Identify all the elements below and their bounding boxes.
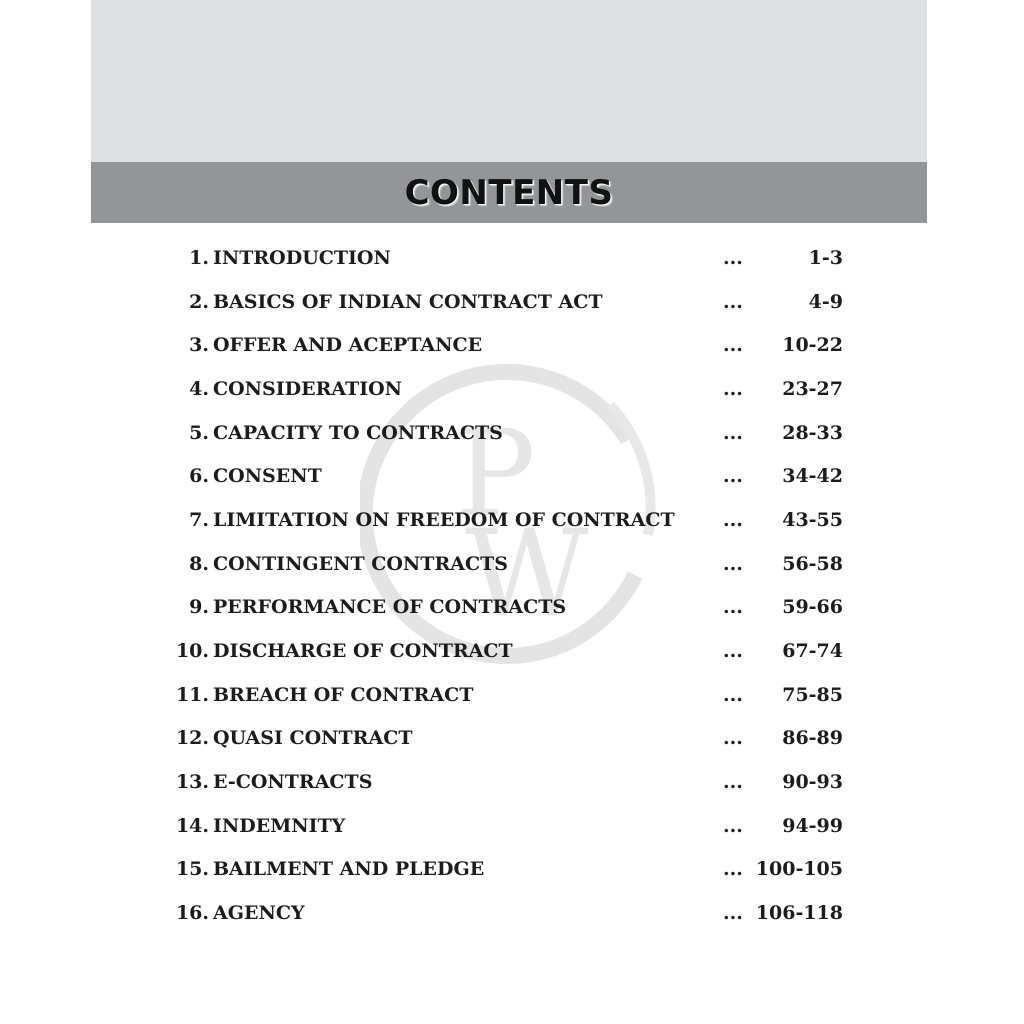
toc-entry-leader: ... xyxy=(723,290,743,313)
toc-entry-leader: ... xyxy=(723,596,743,619)
toc-entry-title: QUASI CONTRACT xyxy=(213,727,413,750)
toc-entry-introduction[interactable] xyxy=(165,236,855,280)
toc-entry-leader: ... xyxy=(723,683,743,706)
toc-entry-number: 5. xyxy=(189,421,209,444)
toc-entry-breach-of-contract[interactable] xyxy=(165,673,855,717)
toc-entry-number: 10. xyxy=(175,640,209,663)
toc-entry-number: 6. xyxy=(189,465,209,488)
toc-entry-indemnity[interactable] xyxy=(165,804,855,848)
toc-entry-pages: 56-58 xyxy=(782,552,843,575)
toc-entry-pages: 100-105 xyxy=(755,858,843,881)
toc-entry-title: PERFORMANCE OF CONTRACTS xyxy=(213,596,567,619)
toc-entry-number: 1. xyxy=(189,246,209,269)
toc-entry-title: OFFER AND ACEPTANCE xyxy=(213,334,483,357)
table-of-contents xyxy=(165,236,855,935)
page-title: CONTENTS xyxy=(404,172,614,213)
toc-entry-number: 2. xyxy=(189,290,209,313)
svg-text:W: W xyxy=(465,505,589,644)
toc-entry-pages: 10-22 xyxy=(782,334,843,357)
toc-entry-title: CONSENT xyxy=(213,465,322,488)
toc-entry-bailment-and-pledge[interactable] xyxy=(165,848,855,892)
toc-entry-pages: 43-55 xyxy=(782,508,843,531)
toc-entry-leader: ... xyxy=(723,334,743,357)
toc-entry-number: 9. xyxy=(189,596,209,619)
toc-entry-pages: 4-9 xyxy=(808,290,843,313)
title-bar xyxy=(91,162,927,223)
toc-entry-pages: 106-118 xyxy=(755,902,843,925)
toc-entry-title: INTRODUCTION xyxy=(213,246,391,269)
toc-entry-title: AGENCY xyxy=(213,902,305,925)
toc-entry-title: INDEMNITY xyxy=(213,814,346,837)
toc-entry-pages: 75-85 xyxy=(782,683,843,706)
toc-entry-title: CONTINGENT CONTRACTS xyxy=(213,552,508,575)
toc-entry-leader: ... xyxy=(723,508,743,531)
svg-text:P: P xyxy=(455,405,536,544)
toc-entry-consideration[interactable] xyxy=(165,367,855,411)
toc-entry-title: CAPACITY TO CONTRACTS xyxy=(213,421,503,444)
toc-entry-number: 13. xyxy=(175,771,209,794)
toc-entry-number: 16. xyxy=(175,902,209,925)
toc-entry-pages: 59-66 xyxy=(782,596,843,619)
toc-entry-number: 4. xyxy=(189,377,209,400)
toc-entry-pages: 86-89 xyxy=(782,727,843,750)
toc-entry-title: BREACH OF CONTRACT xyxy=(213,683,474,706)
toc-entry-leader: ... xyxy=(723,902,743,925)
toc-entry-leader: ... xyxy=(723,465,743,488)
toc-entry-leader: ... xyxy=(723,727,743,750)
toc-entry-leader: ... xyxy=(723,814,743,837)
toc-entry-number: 8. xyxy=(189,552,209,575)
toc-entry-basics-of-indian-contract-act[interactable] xyxy=(165,280,855,324)
toc-entry-leader: ... xyxy=(723,771,743,794)
toc-entry-leader: ... xyxy=(723,858,743,881)
toc-entry-agency[interactable] xyxy=(165,891,855,935)
toc-entry-pages: 34-42 xyxy=(782,465,843,488)
toc-entry-title: LIMITATION ON FREEDOM OF CONTRACT xyxy=(213,508,675,531)
toc-entry-consent[interactable] xyxy=(165,454,855,498)
toc-entry-pages: 94-99 xyxy=(782,814,843,837)
toc-entry-performance-of-contracts[interactable] xyxy=(165,586,855,630)
top-grey-band xyxy=(91,0,927,162)
toc-entry-capacity-to-contracts[interactable] xyxy=(165,411,855,455)
toc-entry-title: BAILMENT AND PLEDGE xyxy=(213,858,485,881)
toc-entry-pages: 1-3 xyxy=(808,246,843,269)
toc-entry-title: CONSIDERATION xyxy=(213,377,403,400)
toc-entry-pages: 67-74 xyxy=(782,640,843,663)
toc-entry-pages: 90-93 xyxy=(782,771,843,794)
toc-entry-contingent-contracts[interactable] xyxy=(165,542,855,586)
toc-entry-number: 12. xyxy=(175,727,209,750)
toc-entry-number: 7. xyxy=(189,508,209,531)
toc-entry-offer-and-aceptance[interactable] xyxy=(165,323,855,367)
toc-entry-number: 14. xyxy=(175,814,209,837)
toc-entry-title: E-CONTRACTS xyxy=(213,771,373,794)
toc-entry-e-contracts[interactable] xyxy=(165,760,855,804)
toc-entry-title: BASICS OF INDIAN CONTRACT ACT xyxy=(213,290,603,313)
toc-entry-number: 15. xyxy=(175,858,209,881)
toc-entry-limitation-on-freedom-of-contract[interactable] xyxy=(165,498,855,542)
toc-entry-number: 3. xyxy=(189,334,209,357)
toc-entry-number: 11. xyxy=(175,683,209,706)
toc-entry-quasi-contract[interactable] xyxy=(165,717,855,761)
toc-entry-pages: 23-27 xyxy=(782,377,843,400)
toc-entry-pages: 28-33 xyxy=(782,421,843,444)
toc-entry-leader: ... xyxy=(723,421,743,444)
toc-entry-leader: ... xyxy=(723,552,743,575)
toc-entry-leader: ... xyxy=(723,377,743,400)
toc-entry-discharge-of-contract[interactable] xyxy=(165,629,855,673)
toc-entry-title: DISCHARGE OF CONTRACT xyxy=(213,640,513,663)
toc-entry-leader: ... xyxy=(723,246,743,269)
toc-entry-leader: ... xyxy=(723,640,743,663)
